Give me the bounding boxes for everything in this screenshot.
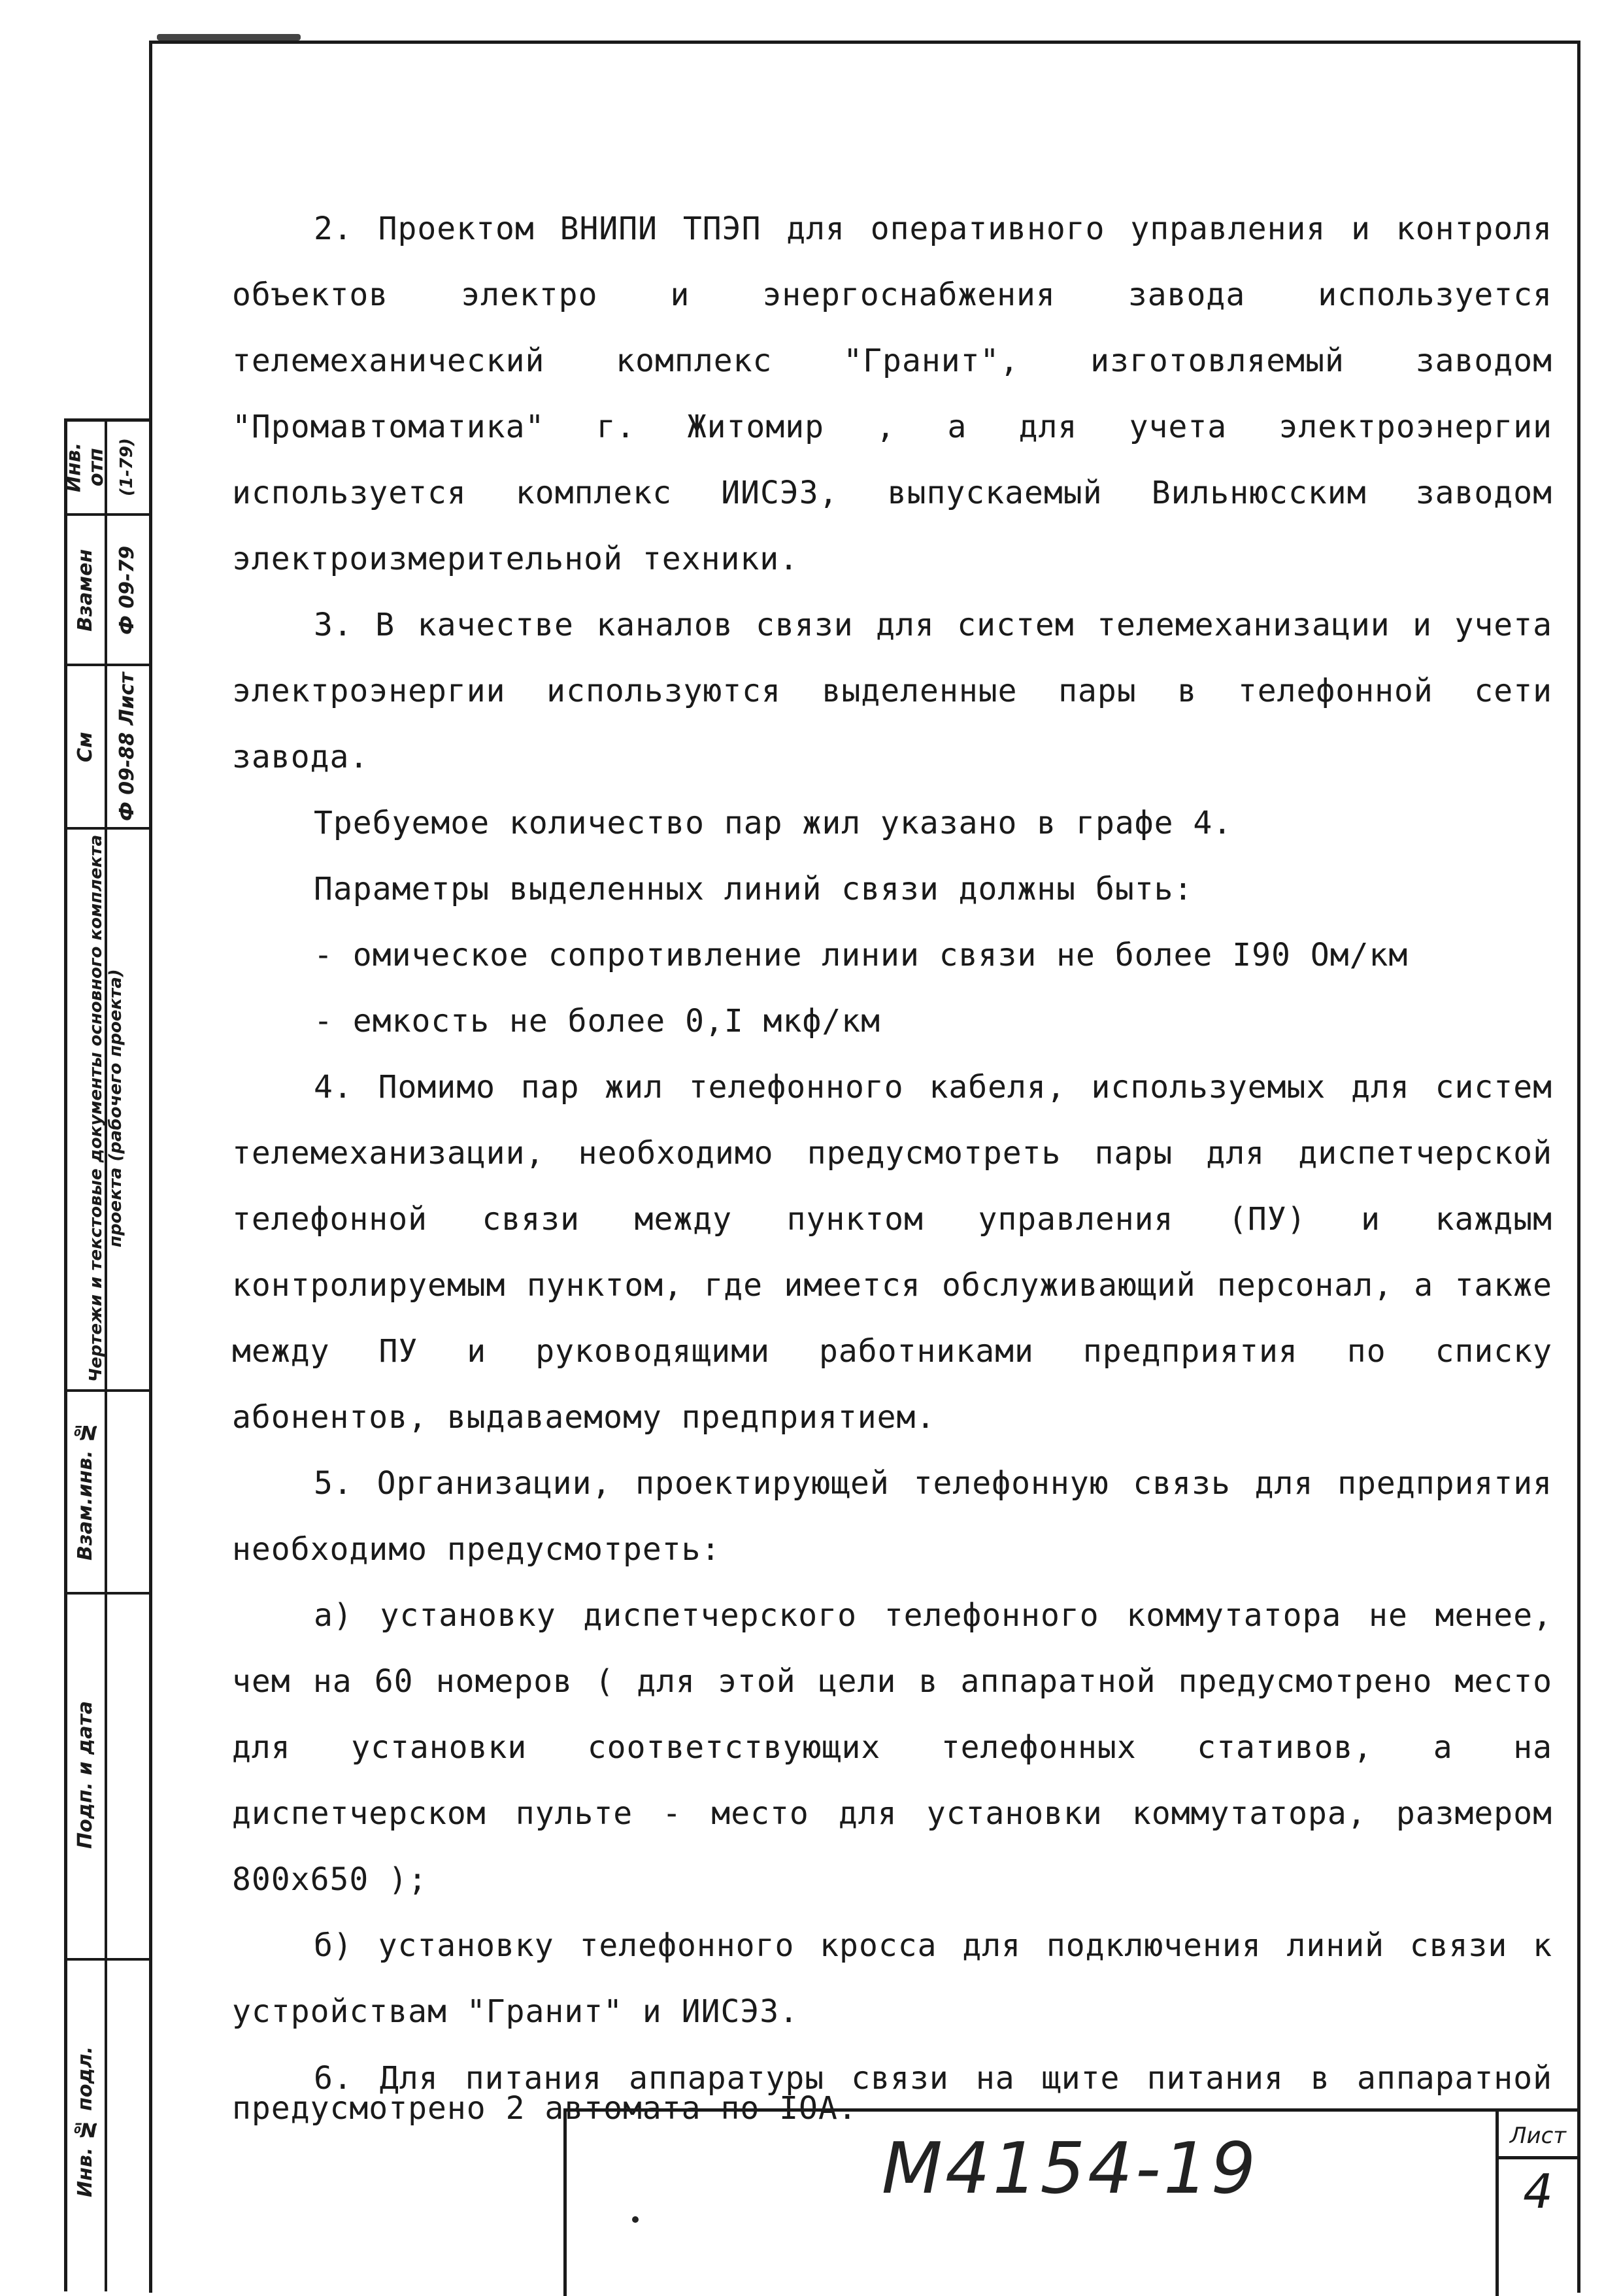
sheet-label: Лист <box>1499 2117 1577 2159</box>
stamp-drawings: Чертежи и текстовые документы основного комплекта проекта (рабочего проекта) <box>86 834 125 1382</box>
paragraph-3-resistance: - омическое сопротивление линии связи не более I90 Ом/км <box>314 937 1409 973</box>
scan-smudge <box>157 34 301 41</box>
paragraph-3: 3. В качестве каналов связи для систем телемеханизации и учета электроэнергии используются выделенные пары в телефонной сети завода. <box>232 607 1552 775</box>
stamp-inv-orig: Инв. № подл. <box>73 2046 97 2197</box>
stamp-sign-date: Подп. и дата <box>73 1700 97 1849</box>
sheet-number: 4 <box>1523 2164 1553 2219</box>
paragraph-3-pairs: Требуемое количество пар жил указано в графе 4. <box>314 805 1233 841</box>
stamp-inv-otp: Инв. отп <box>62 442 108 493</box>
stamp-vzamen: Взамен <box>73 549 97 632</box>
document-body <box>232 196 1552 2127</box>
stamp-vzam-inv: Взам.инв. № <box>73 1420 97 1561</box>
title-dot <box>632 2216 639 2223</box>
stamp-cm: См <box>73 732 97 762</box>
paragraph-3-capacity: - емкость не более 0,I мкф/км <box>314 1003 881 1039</box>
paragraph-3-params: Параметры выделенных линий связи должны быть: <box>314 871 1194 907</box>
paragraph-5b: б) установку телефонного кросса для подключения линий связи к устройствам "Гранит" и ИИСЭЗ. <box>232 1927 1552 2030</box>
stamp-ref-no: Ф 09-88 Лист <box>115 672 139 822</box>
stamp-vzamen-no: Ф 09-79 <box>115 545 139 635</box>
margin-stamp <box>64 418 149 2291</box>
document-code: M4154-19 <box>881 2128 1259 2210</box>
title-block <box>563 2108 1577 2296</box>
paragraph-6: 6. Для питания аппаратуры связи на щите питания в аппаратной предусмотрено 2 автомата по IOA. <box>232 2060 1552 2127</box>
paragraph-4: 4. Помимо пар жил телефонного кабеля, используемых для систем телемеханизации, необходимо предусмотреть пары для диспетчерской телефонной связи между пунктом управления (ПУ) и каждым контролируемым пунктом, где имеется обслуживающий персонал, а также между ПУ и руководящими работниками предприятия по списку абонентов, выдаваемому предприятием. <box>232 1069 1552 1436</box>
sheet-box <box>1496 2112 1577 2296</box>
stamp-inv-otp-no: (1-79) <box>117 438 137 497</box>
paragraph-2: 2. Проектом ВНИПИ ТПЭП для оперативного управления и контроля объектов электро и энергоснабжения завода используется телемеханический комплекс "Гранит", изготовляемый заводом "Промавтоматика" г. Житомир , а для учета электроэнергии используется комплекс ИИСЭЗ, выпускаемый Вильнюсским заводом электроизмерительной техники. <box>232 211 1552 577</box>
paragraph-5a: а) установку диспетчерского телефонного коммутатора не менее, чем на 60 номеров ( для этой цели в аппаратной предусмотрено место для установки соответствующих телефонных стативов, а на диспетчерском пульте - место для установки коммутатора, размером 800х650 ); <box>232 1597 1552 1898</box>
paragraph-5: 5. Организации, проектирующей телефонную связь для предприятия необходимо предусмотреть: <box>232 1465 1552 1568</box>
